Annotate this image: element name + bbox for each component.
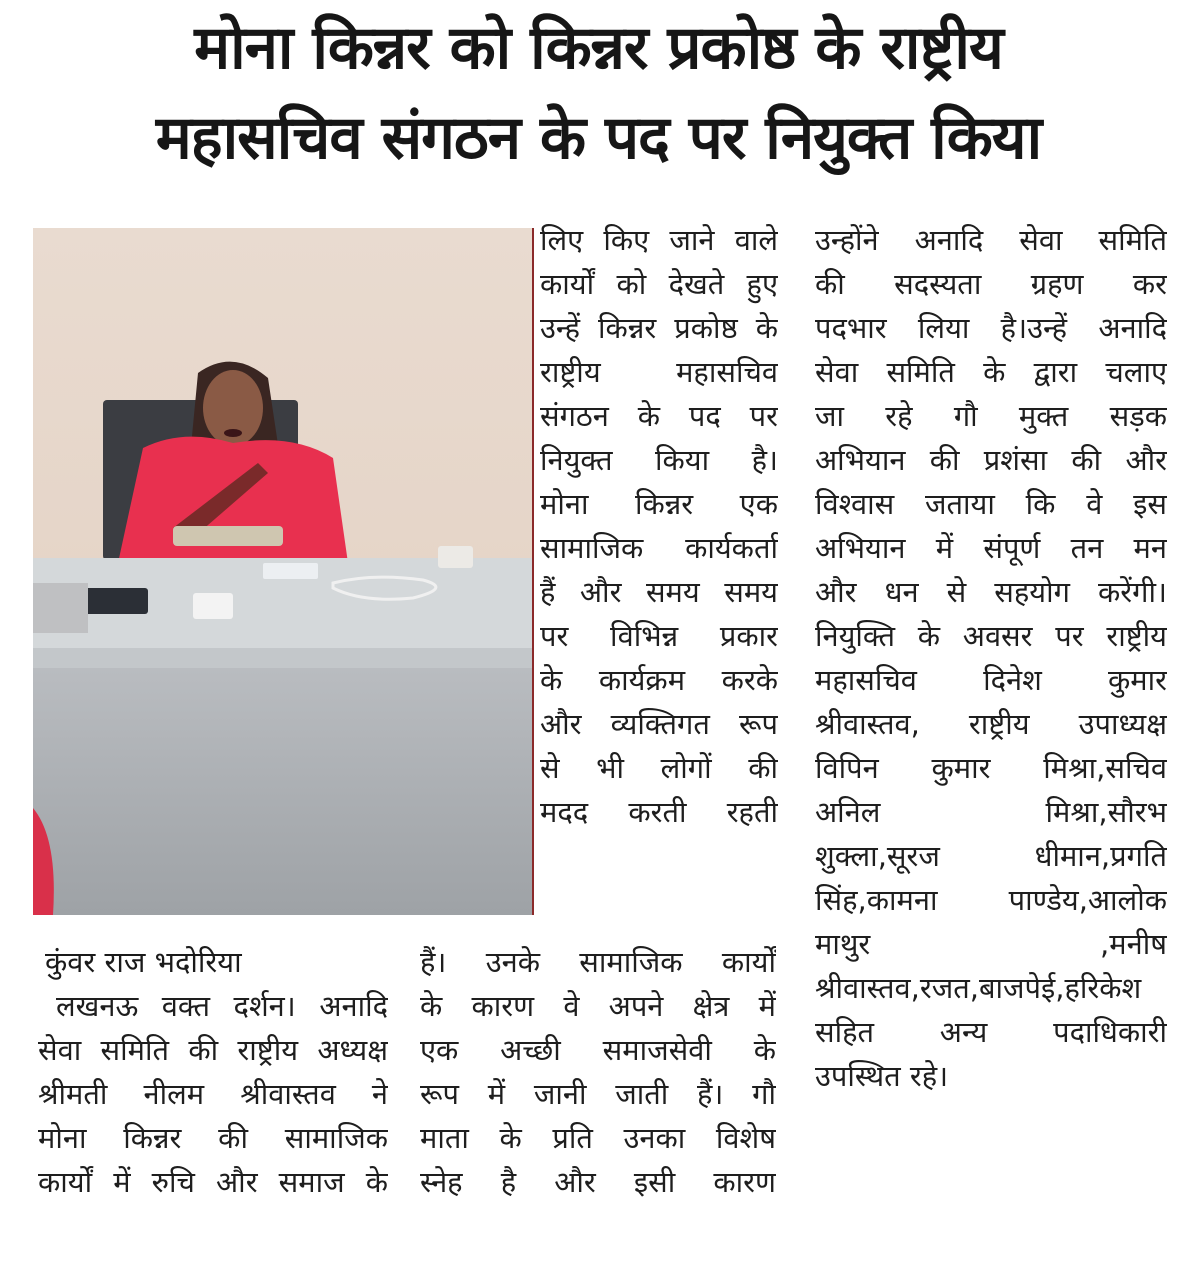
text-line: मोना किन्नर की सामाजिक [38, 1121, 388, 1155]
article-column-2-bottom [420, 940, 776, 1204]
text-line: श्रीवास्तव, राष्ट्रीय उपाध्यक्ष [815, 707, 1167, 741]
text-line: एक अच्छी समाजसेवी के [420, 1033, 776, 1067]
byline: कुंवर राज भदोरिया [45, 945, 242, 979]
text-line: के कारण वे अपने क्षेत्र में [420, 989, 776, 1023]
article-photo [33, 228, 534, 915]
text-line: पर विभिन्न प्रकार [540, 619, 778, 653]
text-line: मदद करती रहती [540, 795, 778, 829]
text-line: माता के प्रति उनका विशेष [420, 1121, 776, 1155]
text-line: जा रहे गौ मुक्त सड़क [815, 399, 1167, 433]
article-column-2-top [540, 218, 778, 834]
text-line: उन्होंने अनादि सेवा समिति [815, 223, 1167, 257]
text-line: संगठन के पद पर [540, 399, 778, 433]
text-line: श्रीमती नीलम श्रीवास्तव ने [38, 1077, 388, 1111]
text-line: श्रीवास्तव,रजत,बाजपेई,हरिकेश [815, 971, 1142, 1005]
headline-line-2: महासचिव संगठन के पद पर नियुक्त किया [155, 103, 1042, 173]
text-line: शुक्ला,सूरज धीमान,प्रगति [815, 839, 1167, 873]
text-line: स्नेह है और इसी कारण [420, 1165, 776, 1199]
text-line: हैं। उनके सामाजिक कार्यों [420, 945, 776, 979]
desk-front [33, 668, 532, 915]
text-line: पदभार लिया है।उन्हें अनादि [815, 311, 1167, 345]
text-line: विपिन कुमार मिश्रा,सचिव [815, 751, 1167, 785]
text-line: उन्हें किन्नर प्रकोष्ठ के [540, 311, 778, 345]
text-line: राष्ट्रीय महासचिव [540, 355, 778, 389]
text-line: अनिल मिश्रा,सौरभ [815, 795, 1167, 829]
text-line: अभियान में संपूर्ण तन मन [815, 531, 1167, 565]
text-line: कार्यों को देखते हुए [540, 267, 778, 301]
text-line: लिए किए जाने वाले [540, 223, 778, 257]
text-line: सेवा समिति के द्वारा चलाए [815, 355, 1167, 389]
headline-line-1: मोना किन्नर को किन्नर प्रकोष्ठ के राष्ट्रीय [194, 13, 1003, 83]
text-line: उपस्थित रहे। [815, 1059, 949, 1093]
text-line: विश्वास जताया कि वे इस [815, 487, 1167, 521]
text-line: महासचिव दिनेश कुमार [815, 663, 1167, 697]
text-line: नियुक्ति के अवसर पर राष्ट्रीय [815, 619, 1167, 653]
text-line: सेवा समिति की राष्ट्रीय अध्यक्ष [38, 1033, 388, 1067]
text-line: सिंह,कामना पाण्डेय,आलोक [815, 883, 1167, 917]
text-line: और व्यक्तिगत रूप [540, 707, 778, 741]
photo-illustration [33, 228, 532, 915]
desk-phone [78, 588, 148, 614]
text-line: और धन से सहयोग करेंगी। [815, 575, 1167, 609]
text-line: सामाजिक कार्यकर्ता [540, 531, 778, 565]
text-line: लखनऊ वक्त दर्शन। अनादि [56, 989, 388, 1023]
text-line: की सदस्यता ग्रहण कर [815, 267, 1167, 301]
article-column-3 [815, 218, 1167, 1098]
text-line: अभियान की प्रशंसा की और [815, 443, 1167, 477]
text-line: सहित अन्य पदाधिकारी [815, 1015, 1167, 1049]
text-line: हैं और समय समय [540, 575, 778, 609]
text-line: रूप में जानी जाती हैं। गौ [420, 1077, 776, 1111]
text-line: के कार्यक्रम करके [540, 663, 778, 697]
text-line: मोना किन्नर एक [540, 487, 778, 521]
text-line: कार्यों में रुचि और समाज के [38, 1165, 388, 1199]
text-line: नियुक्त किया है। [540, 443, 778, 477]
text-line: से भी लोगों की [540, 751, 778, 785]
text-line: माथुर ,मनीष [815, 927, 1167, 961]
article-column-1 [38, 984, 388, 1204]
